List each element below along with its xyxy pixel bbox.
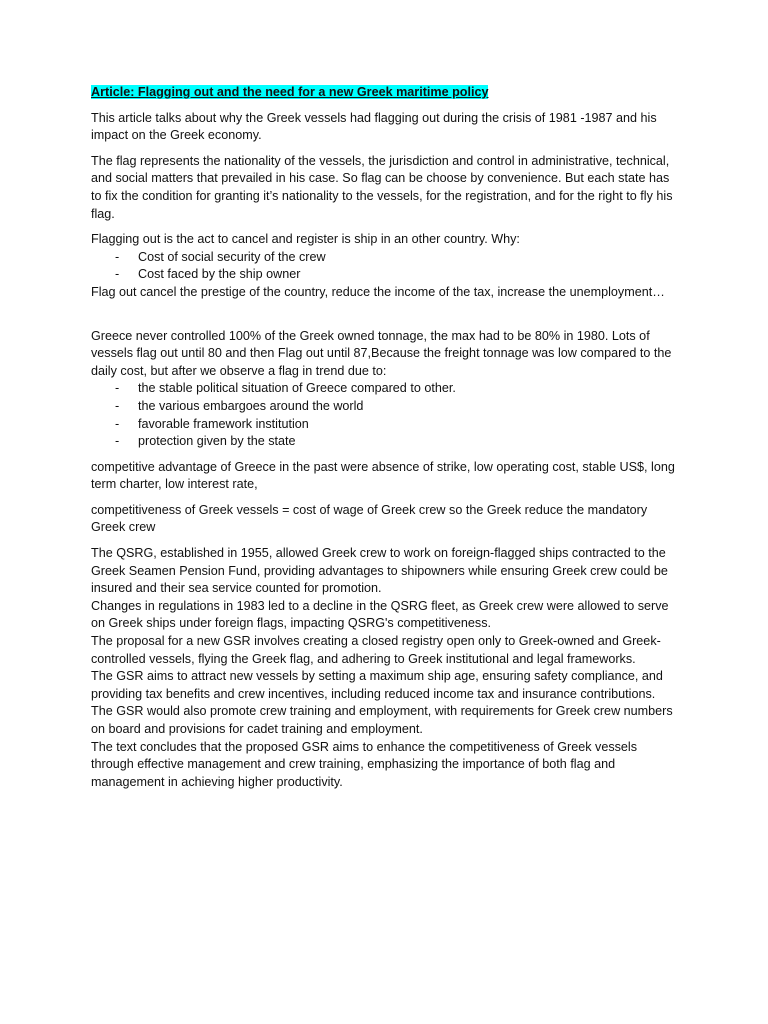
document-title <box>91 84 681 102</box>
list-item-text: Cost of social security of the crew <box>138 249 326 264</box>
list-item <box>91 398 681 416</box>
dash-bullet: - <box>115 398 120 413</box>
list-item-text: the stable political situation of Greece compared to other. <box>138 381 456 396</box>
gsr-training-paragraph: The GSR would also promote crew training and employment, with requirements for Greek crew numbers on board and provisions for cadet training and employment. <box>91 704 673 736</box>
intro-paragraph: This article talks about why the Greek vessels had flagging out during the crisis of 1981 -1987 and his impact on the Greek economy. <box>91 110 657 143</box>
competitiveness-paragraph: competitiveness of Greek vessels = cost of wage of Greek crew so the Greek reduce the mandatory Greek crew <box>91 502 648 535</box>
flagging-out-reasons-list <box>91 249 681 284</box>
list-item <box>91 433 681 451</box>
document-title-text: Article: Flagging out and the need for a new Greek maritime policy <box>91 85 489 99</box>
dash-bullet: - <box>115 416 120 431</box>
regulations-1983-paragraph: Changes in regulations in 1983 led to a decline in the QSRG fleet, as Greek crew were allowed to serve on Greek ships under foreign flags, impacting QSRG's competitiveness. <box>91 598 669 631</box>
gsr-proposal-paragraph: The proposal for a new GSR involves creating a closed registry open only to Greek-owned and Greek-controlled vessels, flying the Greek flag, and adhering to Greek institutional and legal frameworks. <box>91 634 661 666</box>
flagging-out-effects: Flag out cancel the prestige of the country, reduce the income of the tax, increase the unemployment… <box>91 284 665 299</box>
list-item <box>91 266 681 284</box>
trend-reasons-list <box>91 380 681 450</box>
conclusion-paragraph: The text concludes that the proposed GSR aims to enhance the competitiveness of Greek vessels through effective management and crew training, emphasizing the importance of both flag and management in achieving higher productivity. <box>91 739 638 789</box>
flag-definition-paragraph: The flag represents the nationality of the vessels, the jurisdiction and control in administrative, technical, and social matters that prevailed in his case. So flag can be choose by convenience. But each state has to fix the condition for granting it’s nationality to the vessels, for the registration, and for the right to fly his flag. <box>91 153 673 221</box>
list-item-text: Cost faced by the ship owner <box>138 267 301 282</box>
qsrg-paragraph: The QSRG, established in 1955, allowed Greek crew to work on foreign-flagged ships contracted to the Greek Seamen Pension Fund, providing advantages to shipowners while ensuring Greek crew could be insured and their sea service counted for promotion. <box>91 546 668 596</box>
gsr-aims-paragraph: The GSR aims to attract new vessels by setting a maximum ship age, ensuring safety compliance, and providing tax benefits and crew incentives, including reduced income tax and insurance contributions. <box>91 669 663 701</box>
list-item-text: the various embargoes around the world <box>138 398 364 413</box>
list-item-text: protection given by the state <box>138 434 296 449</box>
list-item <box>91 380 681 398</box>
list-item-text: favorable framework institution <box>138 416 309 431</box>
flagging-out-intro: Flagging out is the act to cancel and register is ship in an other country. Why: <box>91 232 520 247</box>
dash-bullet: - <box>115 381 120 396</box>
competitive-advantage-paragraph: competitive advantage of Greece in the past were absence of strike, low operating cost, stable US$, long term charter, low interest rate, <box>91 459 675 492</box>
dash-bullet: - <box>115 434 120 449</box>
greece-control-paragraph: Greece never controlled 100% of the Greek owned tonnage, the max had to be 80% in 1980. Lots of vessels flag out until 80 and then Flag out until 87,Because the freight tonnage was low compared to the daily cost, but after we observe a flag in trend due to: <box>91 328 672 378</box>
document-body <box>91 84 681 791</box>
list-item <box>91 416 681 434</box>
dash-bullet: - <box>115 249 120 264</box>
dash-bullet: - <box>115 267 120 282</box>
list-item <box>91 249 681 267</box>
